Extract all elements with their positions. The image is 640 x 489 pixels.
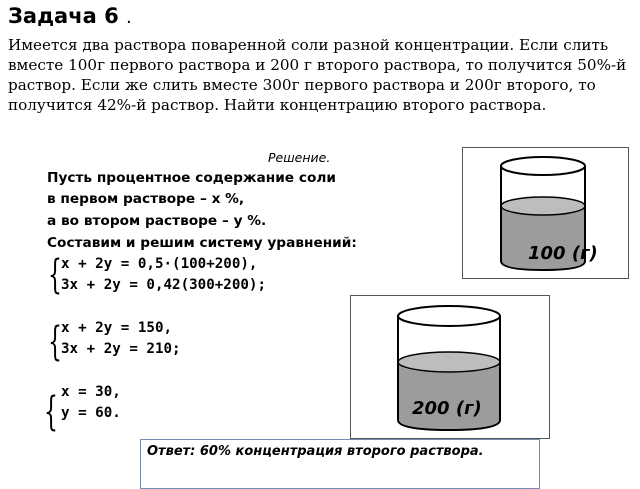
system1-brace: { <box>48 252 62 298</box>
system3-eq-1: x = 30, <box>61 384 121 400</box>
task-title-dot: . <box>126 7 132 28</box>
system2-eq-1: x + 2y = 150, <box>61 320 173 336</box>
solution-heading: Решение. <box>268 150 331 165</box>
solution-intro-line-4: Составим и решим систему уравнений: <box>47 235 357 251</box>
system3-brace: { <box>44 389 58 435</box>
beaker-label-100: 100 (г) <box>528 243 598 264</box>
beaker-label-200: 200 (г) <box>412 398 482 419</box>
answer-box <box>140 439 540 489</box>
solution-intro-line-3: а во втором растворе – у %. <box>47 213 267 229</box>
system1-eq-1: x + 2y = 0,5·(100+200), <box>61 256 258 272</box>
solution-intro-line-2: в первом растворе – х %, <box>47 191 245 207</box>
system3-eq-2: y = 60. <box>61 405 121 421</box>
system2-eq-2: 3x + 2y = 210; <box>61 341 181 357</box>
solution-intro-line-1: Пусть процентное содержание соли <box>47 170 336 186</box>
answer-text: Ответ: 60% концентрация второго раствора. <box>147 444 484 459</box>
system1-eq-2: 3x + 2y = 0,42(300+200); <box>61 277 266 293</box>
problem-text: Имеется два раствора поваренной соли разной концентрации. Если слить вместе 100г первого раствора и 200 г второго раствора, то получится 50%-й раствор. Если же слить вместе 300г первого раствора и 200г второго, то получится 42%-й раствор. Найти концентрацию второго раствора. <box>8 36 627 114</box>
task-title <box>8 4 132 28</box>
system2-brace: { <box>48 319 62 365</box>
task-title-text: Задача 6 <box>8 4 119 28</box>
